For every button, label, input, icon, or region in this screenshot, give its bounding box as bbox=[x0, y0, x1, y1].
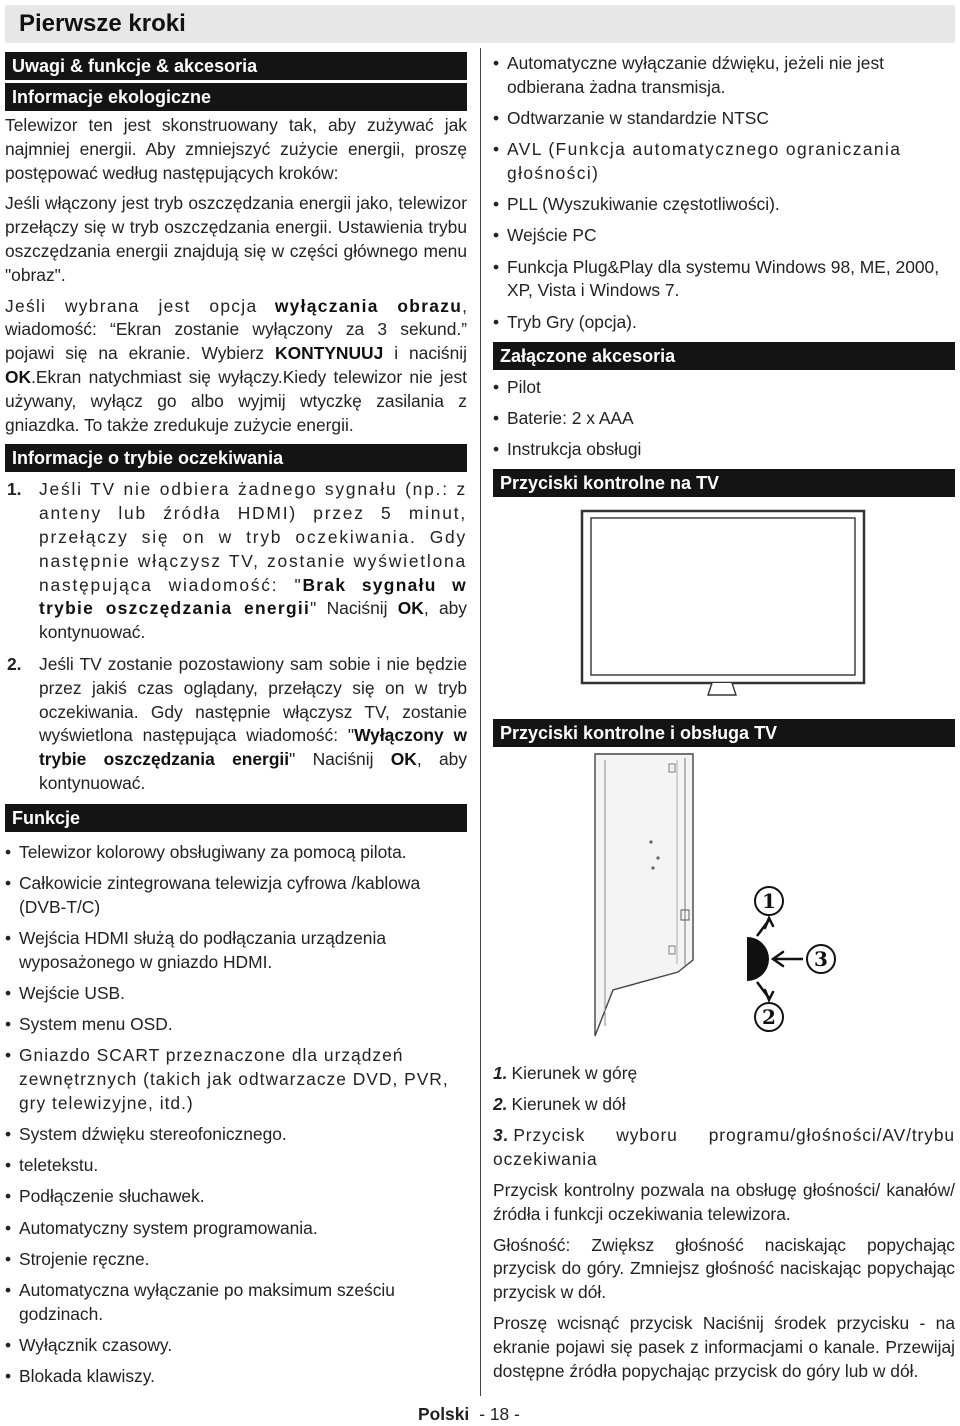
section-bar-features: Funkcje bbox=[5, 804, 467, 832]
page-footer bbox=[418, 1404, 520, 1425]
section-bar-ecology: Informacje ekologiczne bbox=[5, 83, 467, 111]
feature-item: • Automatyczna wyłączanie po maksimum sześciu godzinach. bbox=[5, 1279, 467, 1327]
footer-language: Polski bbox=[418, 1404, 470, 1424]
controls-paragraph-1: Przycisk kontrolny pozwala na obsługę głośności/ kanałów/ źródła i funkcji oczekiwania telewizora. bbox=[493, 1180, 955, 1224]
section-bar-tv-buttons: Przyciski kontrolne na TV bbox=[493, 469, 955, 497]
callout-1: 1 bbox=[762, 889, 776, 914]
callout-3: 3 bbox=[814, 947, 828, 972]
callout-2: 2 bbox=[762, 1005, 776, 1030]
step-item: 1. Kierunek w górę bbox=[493, 1063, 638, 1084]
control-steps bbox=[493, 1062, 955, 1172]
standby-item-2: 2. Jeśli TV zostanie pozostawiony sam sobie i nie będzie przez jakiś czas oglądany, przełączy się on w tryb oczekiwania. Gdy następnie włączysz TV, zostanie wyświetlona następująca wiadomość: "Wyłączony w trybie oszczędzania energii" Naciśnij OK, aby kontynuować. bbox=[7, 653, 468, 793]
controls-paragraph-3: Proszę wcisnąć przycisk Naciśnij środek przycisku - na ekranie pojawi się pasek z informacjami o kanale. Przewijaj dostępne źródła popychając przycisk do góry lub w dół. bbox=[493, 1313, 955, 1381]
feature-item: • Odtwarzanie w standardzie NTSC bbox=[493, 107, 955, 131]
feature-item: • Wyłącznik czasowy. bbox=[5, 1334, 467, 1358]
column-divider bbox=[480, 48, 481, 1396]
feature-item: • Tryb Gry (opcja). bbox=[493, 311, 955, 335]
features-list-continued bbox=[493, 52, 955, 334]
accessory-item: • Pilot bbox=[493, 376, 955, 400]
feature-item: • Strojenie ręczne. bbox=[5, 1248, 467, 1272]
eco-paragraph-2: Jeśli włączony jest tryb oszczędzania energii jako, telewizor przełączy się w tryb oszczędzania energii. Ustawienia trybu oszczędzania energii znajdują się w części głównego menu "obraz". bbox=[5, 193, 467, 285]
tv-icon bbox=[493, 503, 955, 709]
feature-item: • Całkowicie zintegrowana telewizja cyfrowa /kablowa (DVB-T/C) bbox=[5, 872, 467, 920]
left-column bbox=[5, 52, 467, 1396]
step-item: 3. Przycisk wyboru programu/głośności/AV/trybu oczekiwania bbox=[493, 1125, 955, 1170]
section-bar-controls: Przyciski kontrolne i obsługa TV bbox=[493, 719, 955, 747]
section-bar-accessories: Załączone akcesoria bbox=[493, 342, 955, 370]
page-title: Pierwsze kroki bbox=[5, 5, 955, 43]
feature-item: • Wejścia HDMI służą do podłączania urządzenia wyposażonego w gniazdo HDMI. bbox=[5, 927, 467, 975]
controls-paragraph-2: Głośność: Zwiększ głośność naciskając popychając przycisk do góry. Zmniejsz głośność naciskając popychając przycisk w dół. bbox=[493, 1234, 955, 1303]
standby-item-1: 1. Jeśli TV nie odbiera żadnego sygnału (np.: z anteny lub źródła HDMI) przez 5 minut, przełączy się on w tryb oczekiwania. Gdy następnie włączysz TV, zostanie wyświetlona następująca wiadomość: "Brak sygnału w trybie oszczędzania energii" Naciśnij OK, aby kontynuować. bbox=[7, 479, 467, 643]
feature-item: • Automatyczny system programowania. bbox=[5, 1217, 467, 1241]
right-column bbox=[493, 52, 955, 1390]
feature-item: • Automatyczne wyłączanie dźwięku, jeżeli nie jest odbierana żadna transmisja. bbox=[493, 52, 955, 100]
feature-item: • AVL (Funkcja automatycznego ograniczania głośności) bbox=[493, 138, 955, 186]
eco-paragraph-1: Telewizor ten jest skonstruowany tak, aby zużywać jak najmniej energii. Aby zmniejszyć zużycie energii, proszę postępować według następujących kroków: bbox=[5, 115, 467, 183]
feature-item: • Blokada klawiszy. bbox=[5, 1365, 467, 1389]
feature-item: • Wejście PC bbox=[493, 224, 955, 248]
feature-item: • Telewizor kolorowy obsługiwany za pomocą pilota. bbox=[5, 841, 467, 865]
features-list bbox=[5, 841, 467, 1389]
accessory-item: • Baterie: 2 x AAA bbox=[493, 407, 955, 431]
feature-item: • System dźwięku stereofonicznego. bbox=[5, 1123, 467, 1147]
eco-paragraph-3: Jeśli wybrana jest opcja wyłączania obrazu, wiadomość: “Ekran zostanie wyłączony za 3 sekund.” pojawi się na ekranie. Wybierz KONTYNUUJ i naciśnij OK.Ekran natychmiast się wyłączy.Kiedy telewizor nie jest używany, wyłącz go albo wyjmij wtyczkę zasilania z gniazdka. To także zredukuje zużycie energii. bbox=[5, 295, 468, 435]
feature-item: • Funkcja Plug&Play dla systemu Windows 98, ME, 2000, XP, Vista i Windows 7. bbox=[493, 256, 955, 304]
feature-item: • Wejście USB. bbox=[5, 982, 467, 1006]
feature-item: • PLL (Wyszukiwanie częstotliwości). bbox=[493, 193, 955, 217]
feature-item: • teletekstu. bbox=[5, 1154, 467, 1178]
page-number: - 18 - bbox=[479, 1404, 520, 1424]
control-panel-illustration bbox=[493, 750, 955, 1050]
tv-side-panel-icon bbox=[493, 750, 955, 1050]
feature-item: • System menu OSD. bbox=[5, 1013, 467, 1037]
feature-item: • Gniazdo SCART przeznaczone dla urządzeń zewnętrznych (takich jak odtwarzacze DVD, PVR, gry telewizyjne, itd.) bbox=[5, 1044, 467, 1115]
step-item: 2. Kierunek w dół bbox=[493, 1094, 626, 1115]
tv-illustration bbox=[493, 503, 955, 709]
section-bar-notes: Uwagi & funkcje & akcesoria bbox=[5, 52, 467, 80]
accessories-list bbox=[493, 376, 955, 462]
section-bar-standby: Informacje o trybie oczekiwania bbox=[5, 444, 467, 472]
feature-item: • Podłączenie słuchawek. bbox=[5, 1185, 467, 1209]
accessory-item: • Instrukcja obsługi bbox=[493, 438, 955, 462]
